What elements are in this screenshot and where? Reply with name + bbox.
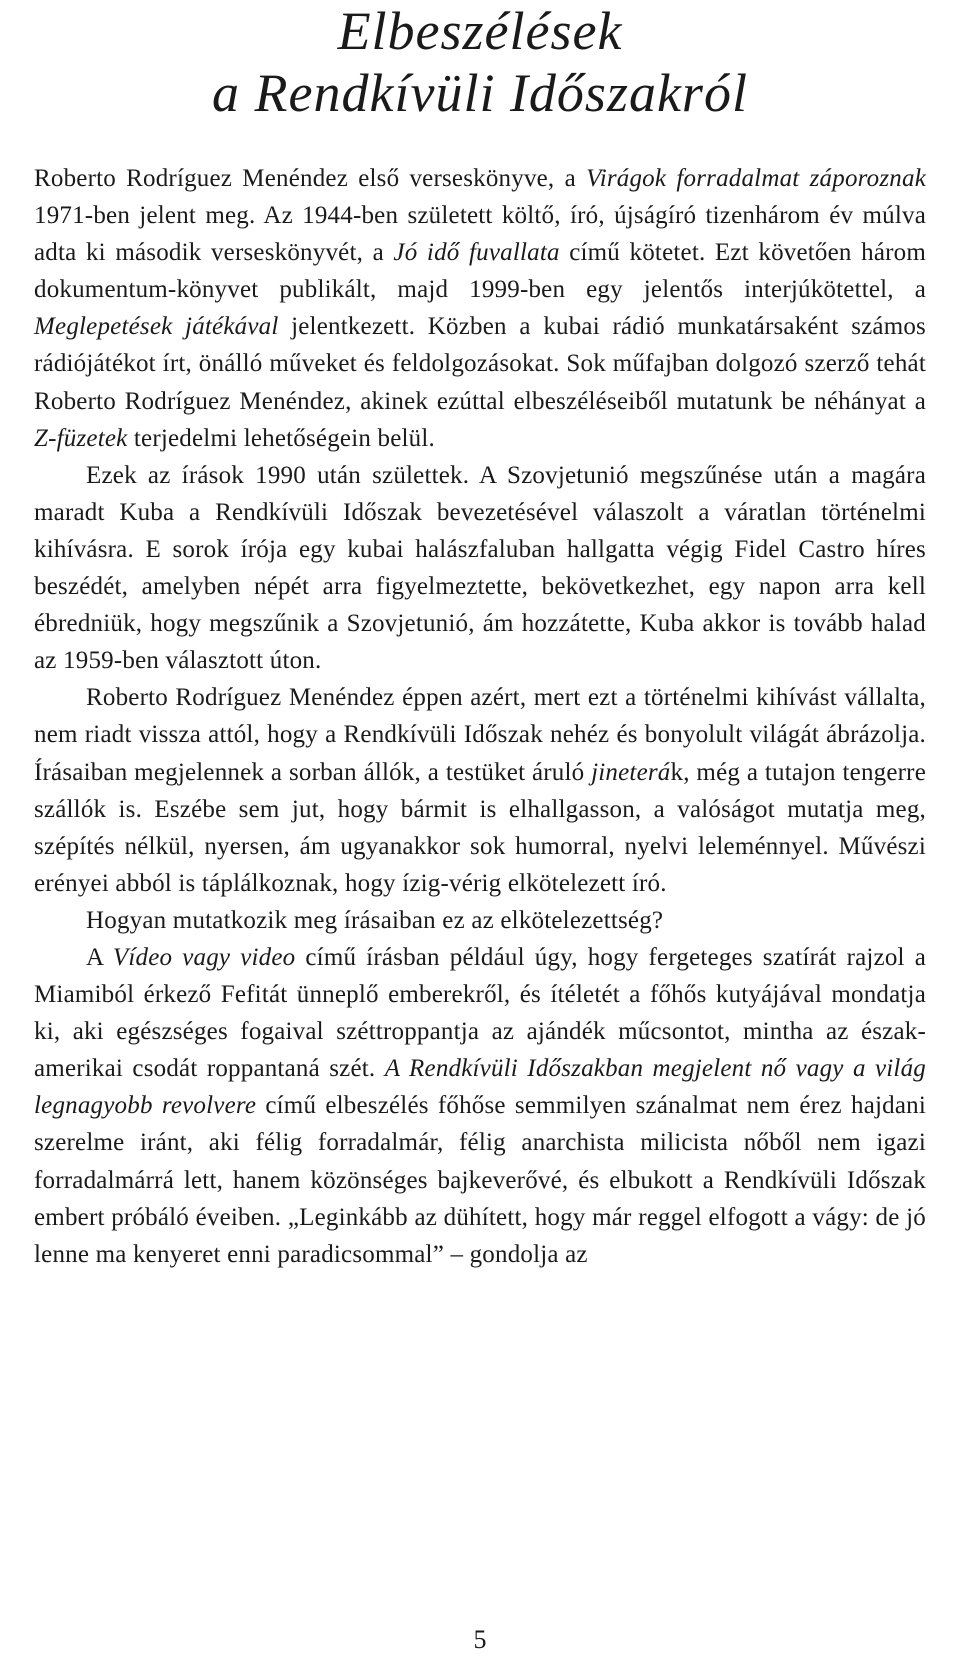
title-line-1: Elbeszélések xyxy=(337,1,623,61)
text-run: című kötetet. Ezt követően három dokumentum-könyvet publikált, majd 1999-ben egy jelentős interjúkötettel, a xyxy=(34,239,927,304)
italic-title-run: Jó idő fuvallata xyxy=(393,239,560,267)
italic-title-run: A Rendkívüli Időszakban megjelent nő vagy a világ legnagyobb revolvere xyxy=(34,1055,926,1120)
paragraph-5 xyxy=(34,939,926,1273)
paragraph-4 xyxy=(34,902,926,939)
text-run: Roberto Rodríguez Menéndez első verseskönyve, a xyxy=(34,165,587,192)
text-run: Roberto Rodríguez Menéndez éppen azért, mert ezt a történelmi kihívást vállalta, nem riadt vissza attól, hogy a Rendkívüli Időszak nehéz és bonyolult világát ábrázolja. Írásaiban megjelennek a sorban állók, a testüket áruló xyxy=(34,684,926,786)
text-run: 1971-ben jelent meg. Az 1944-ben született költő, író, újságíró tizenhárom év múlva adta ki második verseskönyvét, a xyxy=(34,202,926,267)
text-run: k, még a tutajon tengerre szállók is. Eszébe sem jut, hogy bármit is elhallgasson, a valóságot mutatja meg, szépítés nélkül, nyersen, ám ugyanakkor sok humorral, nyelvi leleménnyel. Művészi erényei abból is táplálkoznak, hogy ízig-vérig elkötelezett író. xyxy=(34,758,926,897)
italic-title-run: Meglepetések játékával xyxy=(34,313,279,341)
text-run: Hogyan mutatkozik meg írásaiban ez az elkötelezettség? xyxy=(86,906,664,934)
page-number: 5 xyxy=(473,1625,487,1654)
text-run: jelentkezett. Közben a kubai rádió munkatársaként számos rádiójátékot írt, önálló műveket és feldolgozásokat. Sok műfajban dolgozó szerző tehát Roberto Rodríguez Menéndez, akinek ezúttal elbeszéléseiből mutatunk be néhányat a xyxy=(34,313,926,415)
text-run: Ezek az írások 1990 után születtek. A Szovjetunió megszűnése után a magára maradt Kuba a Rendkívüli Időszak bevezetésével válaszolt a váratlan történelmi kihívásra. E sorok írója egy kubai halászfaluban hallgatta végig Fidel Castro híres beszédét, amelyben népét arra figyelmeztette, bekövetkezhet, egy napon arra kell ébredniük, hogy megszűnik a Szovjetunió, ám hozzátette, Kuba akkor is tovább halad az 1959-ben választott úton. xyxy=(34,461,926,675)
paragraph-2 xyxy=(34,457,926,680)
body-text xyxy=(34,160,926,1273)
text-run: terjedelmi lehetőségein belül. xyxy=(127,424,435,452)
italic-title-run: Vídeo vagy video xyxy=(112,943,296,971)
italic-title-run: Z-füzetek xyxy=(34,424,128,452)
paragraph-3 xyxy=(34,679,926,902)
text-run: című írásban például úgy, hogy fergeteges szatírát rajzol a Miamiból érkező Fefitát ünneplő emberekről, és ítéletét a főhős kutyájával mondatja ki, aki egészséges fogaival széttroppantja az ajándék műcsontot, mintha az észak-amerikai csodát roppantaná szét. xyxy=(34,943,926,1083)
text-run: A xyxy=(86,943,113,971)
paragraph-1 xyxy=(34,160,926,457)
text-run: című elbeszélés főhőse semmilyen szánalmat nem érez hajdani szerelme iránt, aki félig forradalmár, félig anarchista milicista nőből nem igazi forradalmárrá lett, hanem közönséges bajkeverővé, és elbukott a Rendkívüli Időszak embert próbáló éveiben. „Leginkább az dühített, hogy már reggel elfogott a vágy: de jó lenne ma kenyeret enni paradicsommal” – gondolja az xyxy=(34,1092,926,1268)
italic-title-run: jineterá xyxy=(591,758,671,786)
page-title xyxy=(0,0,960,124)
title-line-2: a Rendkívüli Időszakról xyxy=(212,63,748,123)
italic-title-run: Virágok forradalmat záporoznak xyxy=(586,165,926,192)
